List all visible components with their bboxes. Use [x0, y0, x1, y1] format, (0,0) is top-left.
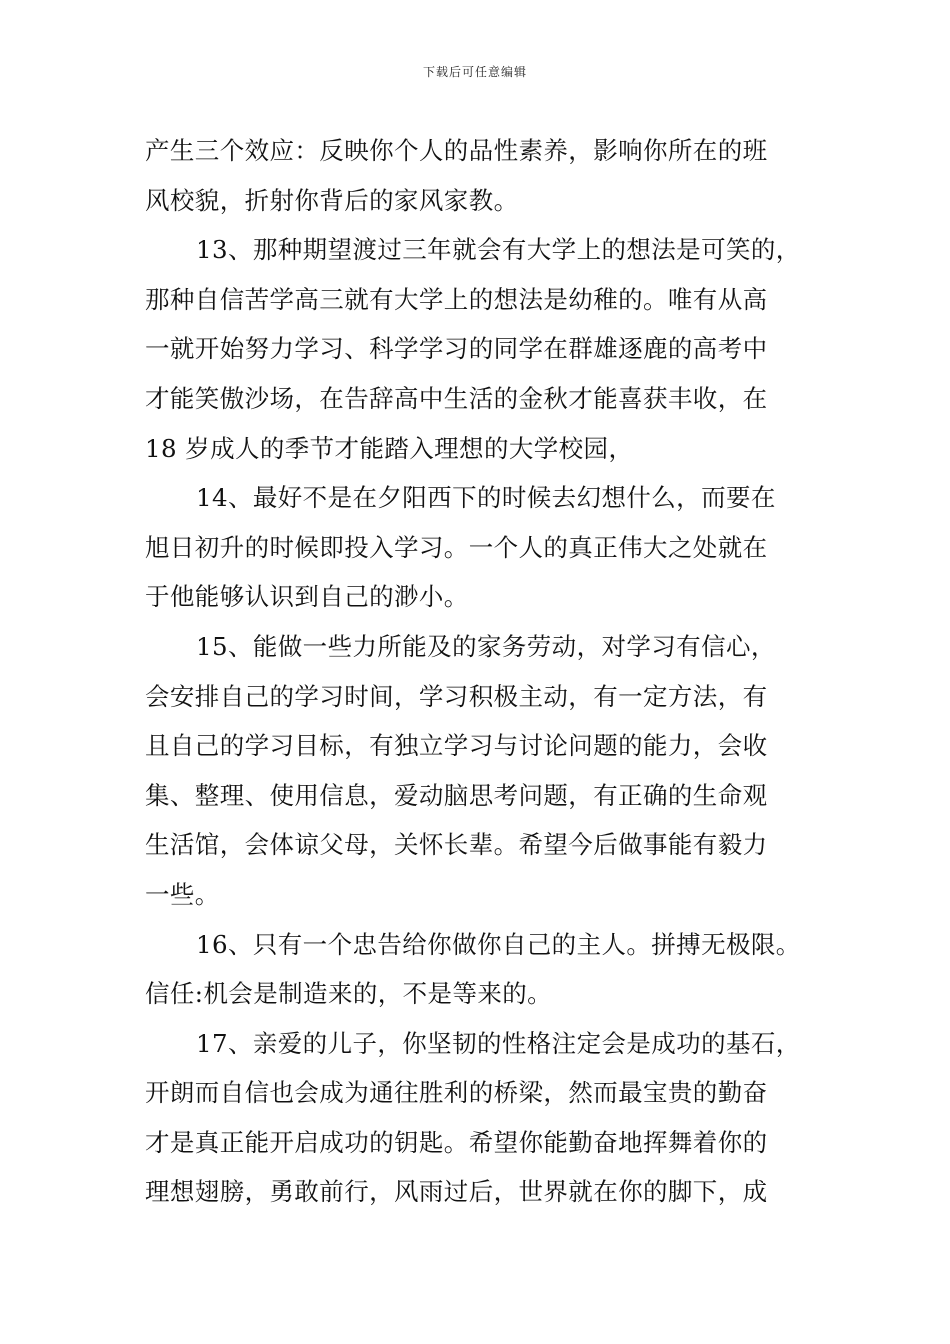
text-line: 才是真正能开启成功的钥匙。希望你能勤奋地挥舞着你的 [145, 1127, 768, 1157]
text-line: 理想翅膀，勇敢前行，风雨过后，世界就在你的脚下，成 [145, 1177, 768, 1207]
document-body [145, 126, 835, 1217]
text-line: 生活馆，会体谅父母，关怀长辈。希望今后做事能有毅力 [145, 830, 768, 860]
paragraph-start-15: 15、能做一些力所能及的家务劳动，对学习有信心， [196, 631, 776, 661]
page-header: 下载后可任意编辑 [422, 65, 527, 79]
text-line: 集、整理、使用信息，爱动脑思考问题，有正确的生命观 [145, 780, 768, 810]
text-line: 一些。 [145, 879, 220, 909]
text-line: 会安排自己的学习时间，学习积极主动，有一定方法，有 [145, 681, 768, 711]
text-line: 产生三个效应：反映你个人的品性素养，影响你所在的班 [145, 136, 768, 165]
text-line: 那种自信苦学高三就有大学上的想法是幼稚的。唯有从高 [145, 284, 768, 314]
paragraph-start-13: 13、那种期望渡过三年就会有大学上的想法是可笑的， [196, 235, 801, 265]
text-line: 18 岁成人的季节才能踏入理想的大学校园， [145, 433, 634, 463]
paragraph-start-16: 16、只有一个忠告给你做你自己的主人。拼搏无极限。 [196, 929, 801, 959]
text-line: 信任:机会是制造来的，不是等来的。 [145, 979, 553, 1009]
paragraph-start-14: 14、最好不是在夕阳西下的时候去幻想什么，而要在 [196, 483, 776, 513]
text-line: 一就开始努力学习、科学学习的同学在群雄逐鹿的高考中 [145, 334, 768, 364]
text-line: 且自己的学习目标，有独立学习与讨论问题的能力，会收 [145, 731, 768, 761]
text-line: 才能笑傲沙场，在告辞高中生活的金秋才能喜获丰收，在 [145, 383, 768, 413]
text-line: 于他能够认识到自己的渺小。 [145, 582, 469, 612]
paragraph-start-17: 17、亲爱的儿子，你坚韧的性格注定会是成功的基石， [196, 1028, 801, 1058]
text-line: 风校貌，折射你背后的家风家教。 [145, 185, 519, 215]
text-line: 开朗而自信也会成为通往胜利的桥梁，然而最宝贵的勤奋 [145, 1078, 768, 1108]
text-line: 旭日初升的时候即投入学习。一个人的真正伟大之处就在 [145, 532, 768, 562]
